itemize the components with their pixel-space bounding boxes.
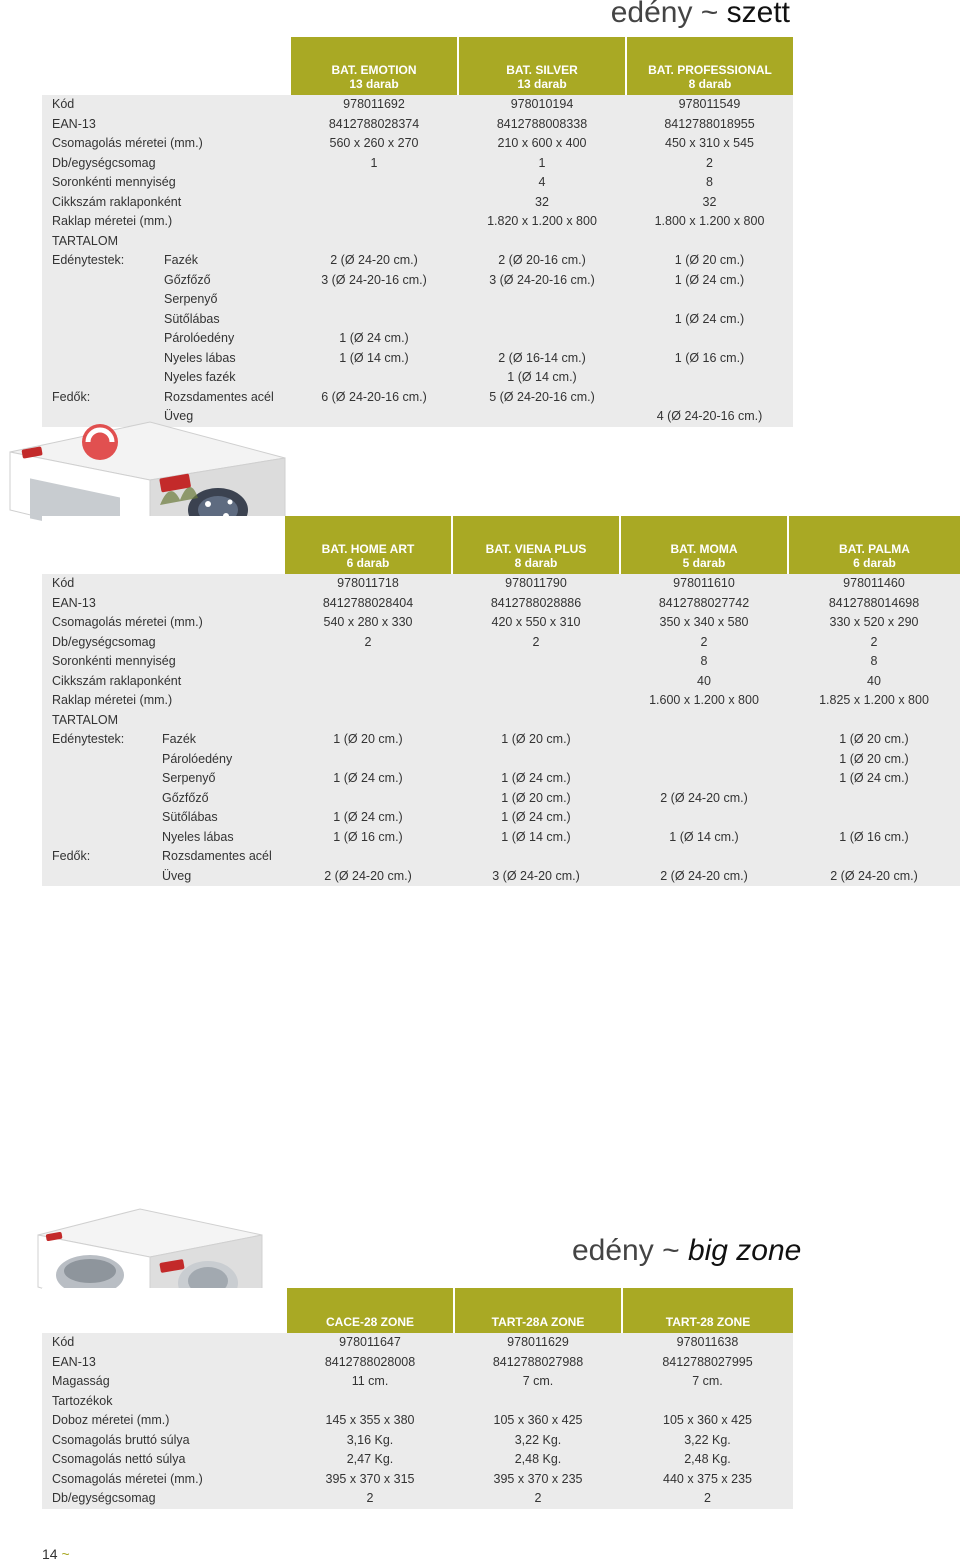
table-cell bbox=[788, 847, 960, 867]
table-header-row bbox=[42, 1288, 793, 1333]
table-cell: 1 (Ø 24 cm.) bbox=[284, 808, 452, 828]
table-row bbox=[42, 594, 960, 614]
table-cell: 3,16 Kg. bbox=[286, 1431, 454, 1451]
table-row bbox=[42, 388, 793, 408]
row-label: EAN-13 bbox=[42, 1353, 286, 1373]
table-cell: 8 bbox=[626, 173, 793, 193]
table-cell bbox=[620, 769, 788, 789]
row-label: Kód bbox=[42, 574, 284, 594]
table-row bbox=[42, 1372, 793, 1392]
header-blank-cell bbox=[42, 37, 290, 95]
table-row bbox=[42, 115, 793, 135]
table-cell: 3 (Ø 24-20-16 cm.) bbox=[458, 271, 626, 291]
table-cell bbox=[290, 173, 458, 193]
table-cell: 978011718 bbox=[284, 574, 452, 594]
table-cell: 1.800 x 1.200 x 800 bbox=[626, 212, 793, 232]
table-row bbox=[42, 154, 793, 174]
table-cell: 2 bbox=[286, 1489, 454, 1509]
column-header-name: BAT. PALMA bbox=[839, 542, 910, 556]
table-cell: 2 (Ø 24-20 cm.) bbox=[788, 867, 960, 887]
table-cell: 1.600 x 1.200 x 800 bbox=[620, 691, 788, 711]
table-cell: 8412788028008 bbox=[286, 1353, 454, 1373]
table-cell bbox=[626, 290, 793, 310]
table-cell: 145 x 355 x 380 bbox=[286, 1411, 454, 1431]
table-cell: 978011629 bbox=[454, 1333, 622, 1353]
page-title-set bbox=[611, 0, 790, 30]
table-cell: 1 (Ø 24 cm.) bbox=[284, 769, 452, 789]
column-header bbox=[284, 516, 452, 574]
row-label bbox=[42, 349, 154, 369]
table-cell: 3 (Ø 24-20 cm.) bbox=[452, 867, 620, 887]
table-cell: 105 x 360 x 425 bbox=[622, 1411, 793, 1431]
table-cell: 2,48 Kg. bbox=[454, 1450, 622, 1470]
table-cell: 2 (Ø 24-20 cm.) bbox=[620, 789, 788, 809]
table-cell bbox=[290, 310, 458, 330]
row-label: Csomagolás méretei (mm.) bbox=[42, 134, 290, 154]
table-cell: 8412788008338 bbox=[458, 115, 626, 135]
table-row bbox=[42, 1470, 793, 1490]
row-label: Csomagolás méretei (mm.) bbox=[42, 613, 284, 633]
table-cell: 3,22 Kg. bbox=[622, 1431, 793, 1451]
table-cell bbox=[788, 789, 960, 809]
table-row bbox=[42, 867, 960, 887]
table-cell bbox=[284, 750, 452, 770]
row-sublabel: Gőzfőző bbox=[152, 789, 284, 809]
table-cell: 2 (Ø 16-14 cm.) bbox=[458, 349, 626, 369]
column-header bbox=[788, 516, 960, 574]
row-label bbox=[42, 310, 154, 330]
table-cell: 32 bbox=[626, 193, 793, 213]
column-header bbox=[290, 37, 458, 95]
table-cell: 8412788027742 bbox=[620, 594, 788, 614]
table-row bbox=[42, 730, 960, 750]
row-label: Fedők: bbox=[42, 847, 152, 867]
table-cell bbox=[788, 808, 960, 828]
column-header bbox=[622, 1288, 793, 1333]
row-label bbox=[42, 271, 154, 291]
table-cell: 8 bbox=[788, 652, 960, 672]
table-row bbox=[42, 349, 793, 369]
table-cell: 978011610 bbox=[620, 574, 788, 594]
column-header-name: BAT. SILVER bbox=[506, 63, 578, 77]
row-label bbox=[42, 290, 154, 310]
column-header-name: BAT. MOMA bbox=[670, 542, 738, 556]
table-cell bbox=[620, 847, 788, 867]
table-cell: 978011692 bbox=[290, 95, 458, 115]
table-cell bbox=[290, 232, 458, 252]
table-cell bbox=[290, 407, 458, 427]
table-cell: 7 cm. bbox=[454, 1372, 622, 1392]
table-cell bbox=[788, 711, 960, 731]
table-cell: 1 (Ø 24 cm.) bbox=[452, 808, 620, 828]
row-label: Fedők: bbox=[42, 388, 154, 408]
row-label: Edénytestek: bbox=[42, 730, 152, 750]
table-cell: 978011638 bbox=[622, 1333, 793, 1353]
table-cell: 2 (Ø 20-16 cm.) bbox=[458, 251, 626, 271]
table-cell bbox=[290, 368, 458, 388]
row-label bbox=[42, 368, 154, 388]
table-cell bbox=[290, 290, 458, 310]
table-cell bbox=[620, 750, 788, 770]
table-cell: 1 (Ø 24 cm.) bbox=[626, 271, 793, 291]
row-label: Csomagolás méretei (mm.) bbox=[42, 1470, 286, 1490]
table-cell: 8 bbox=[620, 652, 788, 672]
table-cell bbox=[626, 368, 793, 388]
table-cell: 978011647 bbox=[286, 1333, 454, 1353]
table-cell bbox=[284, 711, 452, 731]
table-row bbox=[42, 789, 960, 809]
row-sublabel: Gőzfőző bbox=[154, 271, 290, 291]
row-label bbox=[42, 828, 152, 848]
title-word: szett bbox=[726, 0, 790, 29]
product-table-big-zone bbox=[42, 1288, 793, 1509]
table-row bbox=[42, 95, 793, 115]
column-header bbox=[620, 516, 788, 574]
column-header bbox=[452, 516, 620, 574]
table-row bbox=[42, 251, 793, 271]
row-label: Db/egységcsomag bbox=[42, 633, 284, 653]
table-row bbox=[42, 750, 960, 770]
table-cell: 1 (Ø 24 cm.) bbox=[626, 310, 793, 330]
table-cell bbox=[620, 711, 788, 731]
row-label: EAN-13 bbox=[42, 115, 290, 135]
table-row bbox=[42, 329, 793, 349]
table-cell: 1 (Ø 24 cm.) bbox=[452, 769, 620, 789]
table-cell bbox=[626, 329, 793, 349]
table-cell: 540 x 280 x 330 bbox=[284, 613, 452, 633]
row-label bbox=[42, 750, 152, 770]
table-cell: 8412788028404 bbox=[284, 594, 452, 614]
table-row bbox=[42, 1450, 793, 1470]
table-row bbox=[42, 1489, 793, 1509]
table-cell bbox=[458, 290, 626, 310]
column-header bbox=[458, 37, 626, 95]
table-cell: 2 bbox=[620, 633, 788, 653]
column-header-name: BAT. PROFESSIONAL bbox=[648, 63, 772, 77]
table-cell: 8412788027995 bbox=[622, 1353, 793, 1373]
table-cell: 1 (Ø 14 cm.) bbox=[452, 828, 620, 848]
table-cell bbox=[458, 310, 626, 330]
table-row bbox=[42, 1333, 793, 1353]
column-header-name: TART-28A ZONE bbox=[491, 1315, 585, 1329]
table-cell: 1.820 x 1.200 x 800 bbox=[458, 212, 626, 232]
table-row bbox=[42, 828, 960, 848]
table-cell bbox=[626, 388, 793, 408]
row-label: Raklap méretei (mm.) bbox=[42, 212, 290, 232]
table-cell: 105 x 360 x 425 bbox=[454, 1411, 622, 1431]
row-label: EAN-13 bbox=[42, 594, 284, 614]
table-row bbox=[42, 652, 960, 672]
table-cell: 1 (Ø 16 cm.) bbox=[788, 828, 960, 848]
table-cell bbox=[458, 329, 626, 349]
row-sublabel: Nyeles fazék bbox=[154, 368, 290, 388]
row-label: TARTALOM bbox=[42, 232, 290, 252]
column-header-count: 6 darab bbox=[853, 556, 896, 570]
table-row bbox=[42, 672, 960, 692]
row-label: Cikkszám raklaponként bbox=[42, 193, 290, 213]
table-cell: 2 bbox=[622, 1489, 793, 1509]
table-cell: 8412788027988 bbox=[454, 1353, 622, 1373]
table-cell: 1 (Ø 20 cm.) bbox=[452, 730, 620, 750]
table-cell bbox=[622, 1392, 793, 1412]
table-cell: 2 (Ø 24-20 cm.) bbox=[290, 251, 458, 271]
row-sublabel: Fazék bbox=[152, 730, 284, 750]
table-cell: 8412788028374 bbox=[290, 115, 458, 135]
table-cell bbox=[452, 750, 620, 770]
row-label: Magasság bbox=[42, 1372, 286, 1392]
table-cell bbox=[620, 730, 788, 750]
row-sublabel: Serpenyő bbox=[152, 769, 284, 789]
table-cell: 6 (Ø 24-20-16 cm.) bbox=[290, 388, 458, 408]
column-header-count: 8 darab bbox=[514, 556, 558, 570]
row-sublabel: Rozsdamentes acél bbox=[154, 388, 290, 408]
table-row bbox=[42, 290, 793, 310]
table-row bbox=[42, 633, 960, 653]
table-cell: 330 x 520 x 290 bbox=[788, 613, 960, 633]
table-cell: 1 (Ø 14 cm.) bbox=[458, 368, 626, 388]
table-row bbox=[42, 1431, 793, 1451]
table-cell: 40 bbox=[620, 672, 788, 692]
table-cell: 440 x 375 x 235 bbox=[622, 1470, 793, 1490]
column-header-count: 13 darab bbox=[517, 77, 567, 91]
table-cell: 3,22 Kg. bbox=[454, 1431, 622, 1451]
table-cell bbox=[290, 212, 458, 232]
row-label: Kód bbox=[42, 95, 290, 115]
row-label bbox=[42, 867, 152, 887]
table-cell: 4 bbox=[458, 173, 626, 193]
column-header-name: TART-28 ZONE bbox=[665, 1315, 751, 1329]
column-header-count: 13 darab bbox=[349, 77, 399, 91]
table-row bbox=[42, 368, 793, 388]
table-cell: 1 (Ø 20 cm.) bbox=[452, 789, 620, 809]
table-cell bbox=[452, 847, 620, 867]
row-sublabel: Serpenyő bbox=[154, 290, 290, 310]
row-label: Csomagolás nettó súlya bbox=[42, 1450, 286, 1470]
row-sublabel: Rozsdamentes acél bbox=[152, 847, 284, 867]
table-cell: 1 (Ø 16 cm.) bbox=[626, 349, 793, 369]
table-cell: 40 bbox=[788, 672, 960, 692]
table-row bbox=[42, 847, 960, 867]
row-label: Soronkénti mennyiség bbox=[42, 173, 290, 193]
table-cell bbox=[452, 652, 620, 672]
table-row bbox=[42, 808, 960, 828]
table-cell: 978011549 bbox=[626, 95, 793, 115]
column-header bbox=[286, 1288, 454, 1333]
header-blank-cell bbox=[42, 516, 284, 574]
table-row bbox=[42, 134, 793, 154]
row-label bbox=[42, 808, 152, 828]
row-label: Soronkénti mennyiség bbox=[42, 652, 284, 672]
table-cell: 1 (Ø 14 cm.) bbox=[290, 349, 458, 369]
row-sublabel: Párolóedény bbox=[152, 750, 284, 770]
row-label: Raklap méretei (mm.) bbox=[42, 691, 284, 711]
title-prefix: edény ~ bbox=[610, 0, 727, 29]
table-cell: 350 x 340 x 580 bbox=[620, 613, 788, 633]
table-cell bbox=[284, 672, 452, 692]
table-cell bbox=[458, 232, 626, 252]
header-blank-cell bbox=[42, 1288, 286, 1333]
table-cell: 2 (Ø 24-20 cm.) bbox=[284, 867, 452, 887]
table-row bbox=[42, 1353, 793, 1373]
page-number-value: 14 bbox=[42, 1546, 58, 1562]
table-cell: 978011790 bbox=[452, 574, 620, 594]
table-cell: 32 bbox=[458, 193, 626, 213]
table-cell: 11 cm. bbox=[286, 1372, 454, 1392]
table-cell bbox=[620, 808, 788, 828]
table-cell: 8412788028886 bbox=[452, 594, 620, 614]
table-header-row bbox=[42, 37, 793, 95]
table-cell: 1 (Ø 20 cm.) bbox=[626, 251, 793, 271]
table-row bbox=[42, 769, 960, 789]
column-header-name: BAT. EMOTION bbox=[331, 63, 417, 77]
table-cell: 1 bbox=[290, 154, 458, 174]
row-label: Csomagolás bruttó súlya bbox=[42, 1431, 286, 1451]
table-row bbox=[42, 271, 793, 291]
row-sublabel: Párolóedény bbox=[154, 329, 290, 349]
table-cell: 1.825 x 1.200 x 800 bbox=[788, 691, 960, 711]
row-label: Kód bbox=[42, 1333, 286, 1353]
row-label: Db/egységcsomag bbox=[42, 1489, 286, 1509]
table-row bbox=[42, 232, 793, 252]
table-cell bbox=[452, 711, 620, 731]
table-cell: 1 (Ø 24 cm.) bbox=[290, 329, 458, 349]
table-row bbox=[42, 574, 960, 594]
table-cell bbox=[626, 232, 793, 252]
table-row bbox=[42, 193, 793, 213]
page-number-tilde: ~ bbox=[61, 1546, 70, 1562]
table-cell bbox=[454, 1392, 622, 1412]
table-cell bbox=[284, 847, 452, 867]
product-table-set-1 bbox=[42, 37, 793, 427]
row-sublabel: Sütőlábas bbox=[154, 310, 290, 330]
table-cell: 8412788014698 bbox=[788, 594, 960, 614]
table-cell bbox=[284, 652, 452, 672]
page-title-big-zone bbox=[572, 1234, 801, 1268]
table-header-row bbox=[42, 516, 960, 574]
table-cell: 1 (Ø 20 cm.) bbox=[284, 730, 452, 750]
row-sublabel: Fazék bbox=[154, 251, 290, 271]
column-header-count: 6 darab bbox=[346, 556, 390, 570]
table-cell: 7 cm. bbox=[622, 1372, 793, 1392]
table-cell: 2 (Ø 24-20 cm.) bbox=[620, 867, 788, 887]
table-cell: 2 bbox=[626, 154, 793, 174]
table-cell: 2 bbox=[788, 633, 960, 653]
row-sublabel: Nyeles lábas bbox=[152, 828, 284, 848]
column-header bbox=[454, 1288, 622, 1333]
table-row bbox=[42, 1411, 793, 1431]
table-cell: 2 bbox=[452, 633, 620, 653]
row-label: Cikkszám raklaponként bbox=[42, 672, 284, 692]
row-sublabel: Üveg bbox=[154, 407, 290, 427]
table-cell: 395 x 370 x 315 bbox=[286, 1470, 454, 1490]
column-header-count: 5 darab bbox=[682, 556, 726, 570]
row-sublabel: Nyeles lábas bbox=[154, 349, 290, 369]
row-label bbox=[42, 329, 154, 349]
table-cell: 8412788018955 bbox=[626, 115, 793, 135]
table-cell: 1 (Ø 24 cm.) bbox=[788, 769, 960, 789]
title-prefix: edény ~ bbox=[572, 1234, 688, 1267]
table-cell: 210 x 600 x 400 bbox=[458, 134, 626, 154]
table-cell: 978010194 bbox=[458, 95, 626, 115]
column-header-name: BAT. HOME ART bbox=[321, 542, 415, 556]
column-header-count: 8 darab bbox=[688, 77, 732, 91]
table-cell: 1 (Ø 20 cm.) bbox=[788, 750, 960, 770]
table-cell bbox=[290, 193, 458, 213]
page-number bbox=[42, 1546, 70, 1562]
row-label: Tartozékok bbox=[42, 1392, 286, 1412]
table-cell: 1 (Ø 14 cm.) bbox=[620, 828, 788, 848]
table-cell bbox=[452, 691, 620, 711]
table-cell: 4 (Ø 24-20-16 cm.) bbox=[626, 407, 793, 427]
table-cell: 3 (Ø 24-20-16 cm.) bbox=[290, 271, 458, 291]
table-cell bbox=[284, 691, 452, 711]
table-row bbox=[42, 711, 960, 731]
table-cell bbox=[286, 1392, 454, 1412]
row-label bbox=[42, 789, 152, 809]
table-row bbox=[42, 1392, 793, 1412]
table-cell: 2 bbox=[284, 633, 452, 653]
table-row bbox=[42, 212, 793, 232]
table-cell: 2 bbox=[454, 1489, 622, 1509]
row-label: Doboz méretei (mm.) bbox=[42, 1411, 286, 1431]
table-cell: 395 x 370 x 235 bbox=[454, 1470, 622, 1490]
table-cell: 560 x 260 x 270 bbox=[290, 134, 458, 154]
table-cell: 1 (Ø 16 cm.) bbox=[284, 828, 452, 848]
table-cell: 2,47 Kg. bbox=[286, 1450, 454, 1470]
table-cell: 1 bbox=[458, 154, 626, 174]
row-sublabel: Sütőlábas bbox=[152, 808, 284, 828]
table-row bbox=[42, 310, 793, 330]
table-cell bbox=[452, 672, 620, 692]
title-word: big zone bbox=[687, 1234, 802, 1267]
table-cell: 2,48 Kg. bbox=[622, 1450, 793, 1470]
table-cell: 978011460 bbox=[788, 574, 960, 594]
row-label bbox=[42, 769, 152, 789]
product-table-set-2 bbox=[42, 516, 960, 886]
table-cell: 450 x 310 x 545 bbox=[626, 134, 793, 154]
table-cell bbox=[284, 789, 452, 809]
column-header-name: CACE-28 ZONE bbox=[325, 1315, 414, 1329]
table-cell bbox=[458, 407, 626, 427]
row-label: Edénytestek: bbox=[42, 251, 154, 271]
table-cell: 5 (Ø 24-20-16 cm.) bbox=[458, 388, 626, 408]
table-row bbox=[42, 691, 960, 711]
table-cell: 420 x 550 x 310 bbox=[452, 613, 620, 633]
row-sublabel: Üveg bbox=[152, 867, 284, 887]
table-cell: 1 (Ø 20 cm.) bbox=[788, 730, 960, 750]
row-label: Db/egységcsomag bbox=[42, 154, 290, 174]
table-row bbox=[42, 173, 793, 193]
row-label: TARTALOM bbox=[42, 711, 284, 731]
column-header bbox=[626, 37, 793, 95]
table-row bbox=[42, 613, 960, 633]
column-header-name: BAT. VIENA PLUS bbox=[485, 542, 587, 556]
